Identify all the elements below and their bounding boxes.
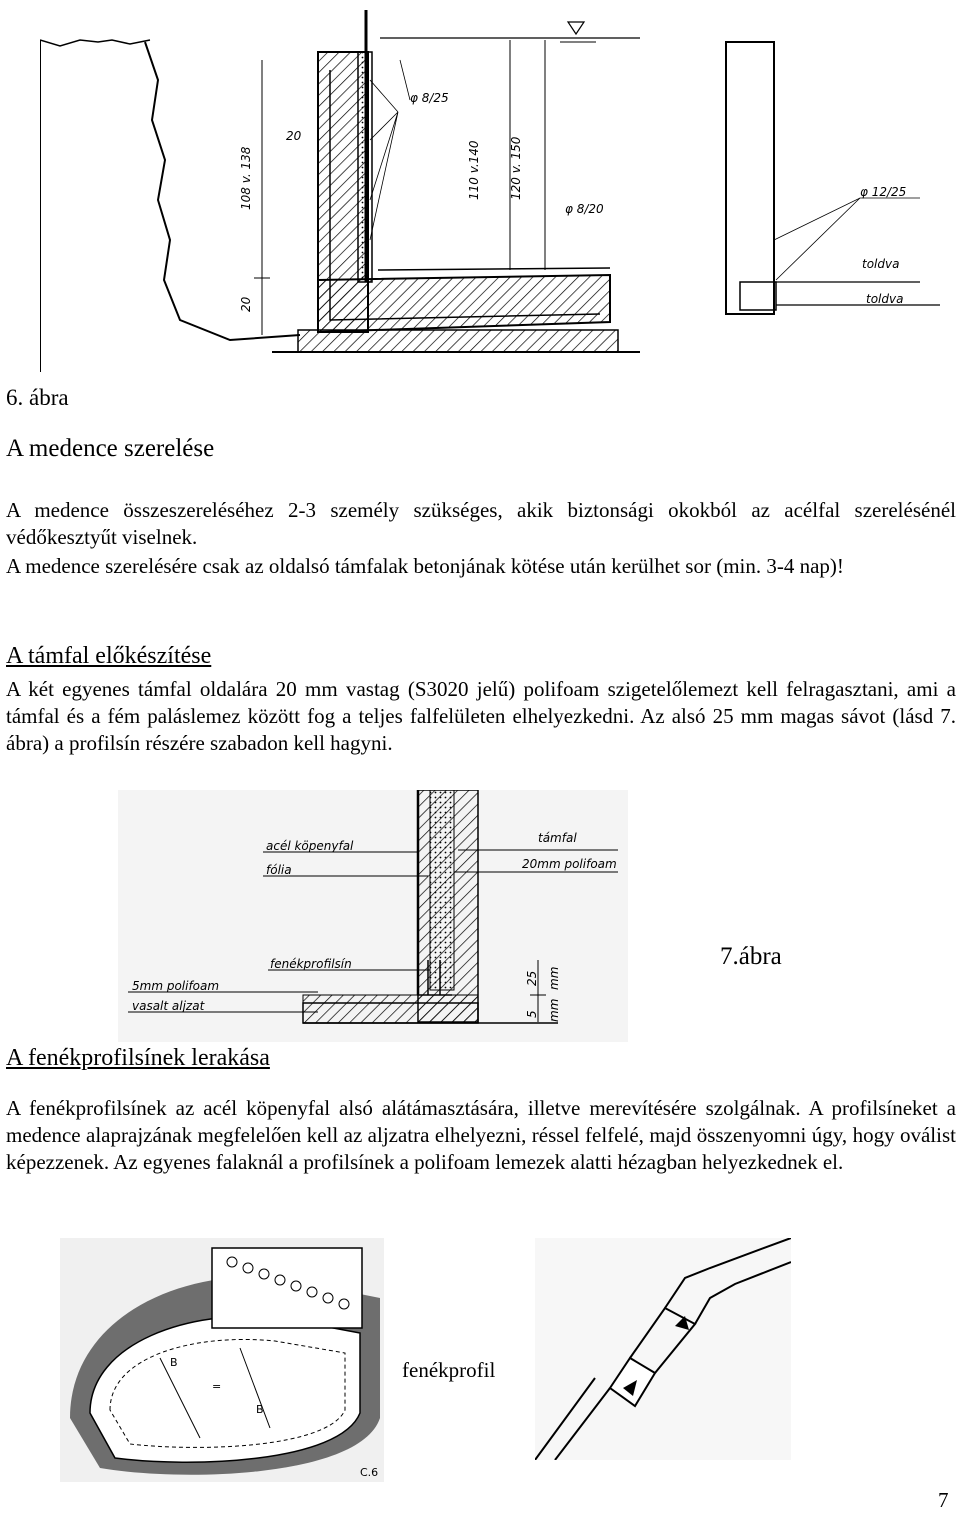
figure-7-drawing [118,790,628,1042]
label-rebar-phi12-25: φ 12/25 [860,185,907,199]
label-steel-wall: acél köpenyfal [266,839,354,853]
label-rebar-phi8-25: φ 8/25 [410,91,449,105]
section-title-bottom-rails: A fenékprofilsínek lerakása [6,1045,270,1071]
paragraph-assembly-1: A medence összeszereléséhez 2-3 személy szükséges, akik biztonsági okokból az acélfal szerelésénél védőkesztyűt viselnek. [6,498,956,549]
figure-6-caption: 6. ábra [6,385,69,410]
label-rebar-phi8-20: φ 8/20 [565,202,604,216]
label-reinforced-base: vasalt aljzat [132,999,205,1013]
section-title-wall-prep: A támfal előkészítése [6,643,212,669]
figure-9-label: fenékprofil [402,1358,496,1382]
label-dim-25: 25 [525,970,539,986]
label-foil: fólia [266,863,292,877]
label-equals: = [212,1380,222,1393]
label-polifoam-20: 20mm polifoam [522,857,617,871]
label-b-bottom: B [256,1403,264,1416]
label-retaining-wall: támfal [538,831,577,845]
label-dim-mm-1: mm [547,966,561,990]
label-toldva-2: toldva [866,292,904,306]
figure-8-pool-drawing [60,1238,384,1482]
label-b-top: B [170,1356,178,1369]
label-polifoam-5: 5mm polifoam [132,979,220,993]
figure-6-drawing [40,0,956,372]
paragraph-assembly-2: A medence szerelésére csak az oldalsó támfalak betonjának kötése után kerülhet sor (min. 3-4 nap)! [6,554,844,578]
figure-7-caption: 7.ábra [720,943,782,970]
paragraph-wall-prep: A két egyenes támfal oldalára 20 mm vastag (S3020 jelű) polifoam szigetelőlemezt kell felragasztani, ami a támfal és a fém paláslemez között fog a teljes falfelületen elhelyezkedni. Az alsó 25 mm magas sávot (lásd 7. ábra) a profilsín részére szabadon kell hagyni. [6,677,956,755]
paragraph-bottom-rails: A fenékprofilsínek az acél köpenyfal alsó alátámasztására, illetve merevítésére szolgálnak. A profilsíneket a medence alaprajzának megfelelően kell az aljzatra elhelyezni, réssel felfelé, majd összenyomni úgy, hogy oválist képezzenek. Az egyenes falaknál a profilsínek a polifoam lemezek alatti hézagban helyezkednek el. [6,1096,956,1174]
page-number: 7 [938,1488,949,1512]
label-dim-110-140: 110 v.140 [467,140,481,200]
label-dim-20-bottom: 20 [239,296,253,312]
label-bottom-profile-rail: fenékprofilsín [270,957,352,971]
figure-9-profile-drawing [535,1238,791,1460]
label-dim-5: 5 [525,1010,539,1018]
label-dim-20-top: 20 [286,129,302,143]
section-title-assembly: A medence szerelése [6,435,215,462]
label-dim-mm-2: mm [547,998,561,1022]
label-dim-120-150: 120 v. 150 [509,136,523,200]
label-toldva-1: toldva [862,257,900,271]
label-dim-108-138: 108 v. 138 [239,146,253,210]
label-figure-code: C.6 [360,1466,379,1479]
